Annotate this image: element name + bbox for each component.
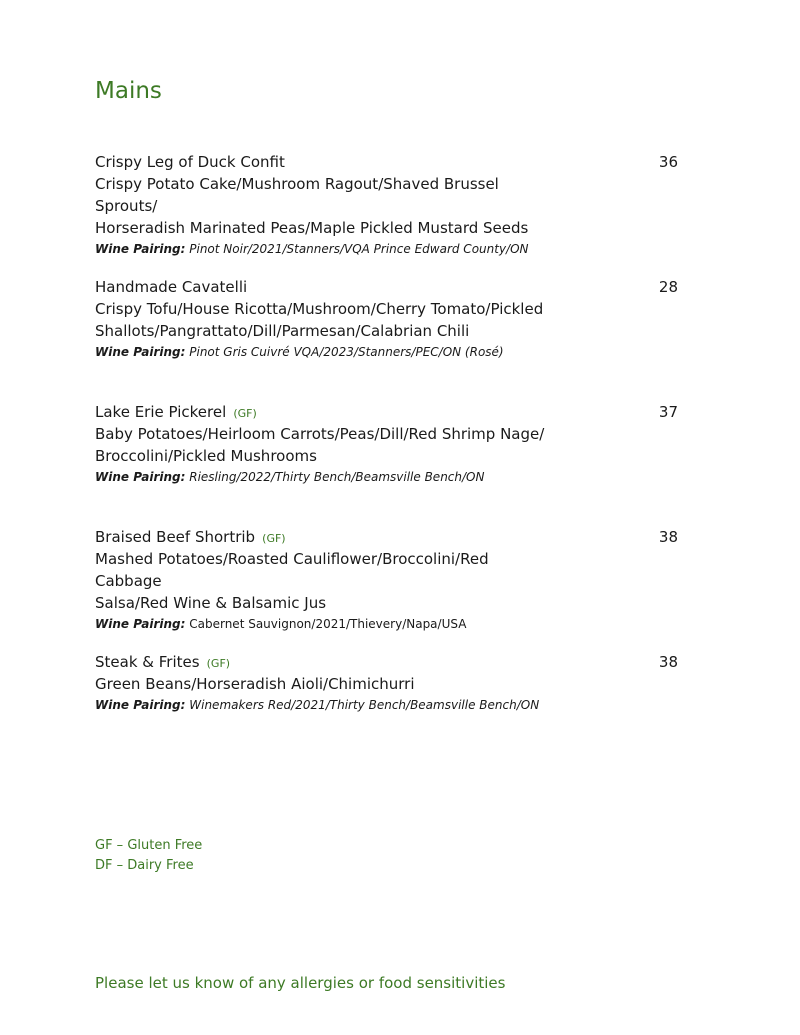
menu-item-beef-shortrib <box>95 526 685 633</box>
menu-item-price: 38 <box>658 528 678 546</box>
menu-item-description-line-1: Mashed Potatoes/Roasted Cauliflower/Broccolini/Red Cabbage <box>95 550 489 590</box>
menu-item-description-line-2: Broccolini/Pickled Mushrooms <box>95 447 317 465</box>
wine-pairing-label: Wine Pairing: <box>95 470 186 484</box>
menu-item-name: Braised Beef Shortrib <box>95 528 256 546</box>
gluten-free-tag: (GF) <box>262 532 286 545</box>
menu-item-price: 37 <box>658 403 678 421</box>
wine-pairing-text: Riesling/2022/Thirty Bench/Beamsville Bench/ON <box>189 470 485 484</box>
menu-item-name: Crispy Leg of Duck Confit <box>95 153 285 171</box>
menu-item-price: 28 <box>658 278 678 296</box>
menu-item-description-line-1: Baby Potatoes/Heirloom Carrots/Peas/Dill/Red Shrimp Nage/ <box>95 425 545 443</box>
wine-pairing-text: Winemakers Red/2021/Thirty Bench/Beamsville Bench/ON <box>189 698 540 712</box>
menu-item-duck-confit <box>95 151 685 258</box>
menu-item-cavatelli <box>95 276 685 361</box>
wine-pairing <box>95 615 685 633</box>
menu-item-name: Steak & Frites <box>95 653 200 671</box>
menu-item-price: 38 <box>658 653 678 671</box>
wine-pairing-label: Wine Pairing: <box>95 345 186 359</box>
allergy-notice: Please let us know of any allergies or food sensitivities <box>95 974 506 992</box>
menu-item-price: 36 <box>658 153 678 171</box>
menu-item-name: Lake Erie Pickerel <box>95 403 227 421</box>
menu-item-description-line-2: Horseradish Marinated Peas/Maple Pickled Mustard Seeds <box>95 219 529 237</box>
menu-item-header <box>95 276 685 298</box>
section-title: Mains <box>95 78 162 104</box>
menu-item-name: Handmade Cavatelli <box>95 278 248 296</box>
menu-item-steak-frites <box>95 651 685 714</box>
menu-item-description-line-1: Crispy Tofu/House Ricotta/Mushroom/Cherry Tomato/Pickled <box>95 300 544 318</box>
menu-item-header <box>95 401 685 423</box>
wine-pairing-text: Pinot Noir/2021/Stanners/VQA Prince Edward County/ON <box>189 242 529 256</box>
gluten-free-tag: (GF) <box>206 657 231 670</box>
menu-item-header <box>95 526 685 548</box>
legend-gluten-free: GF – Gluten Free <box>95 838 203 853</box>
gluten-free-tag: (GF) <box>233 407 257 420</box>
menu-item-description-line-2: Shallots/Pangrattato/Dill/Parmesan/Calabrian Chili <box>95 322 470 340</box>
menu-item-description-line-1: Crispy Potato Cake/Mushroom Ragout/Shaved Brussel Sprouts/ <box>95 175 499 215</box>
menu-item-header <box>95 151 685 173</box>
wine-pairing <box>95 343 685 361</box>
dietary-legend <box>95 836 202 876</box>
wine-pairing-text: Pinot Gris Cuivré VQA/2023/Stanners/PEC/ON (Rosé) <box>189 345 504 359</box>
menu-item-description-line-2: Salsa/Red Wine & Balsamic Jus <box>95 594 327 612</box>
wine-pairing <box>95 468 685 486</box>
menu-item-pickerel <box>95 401 685 486</box>
wine-pairing <box>95 696 685 714</box>
menu-item-description-line-1: Green Beans/Horseradish Aioli/Chimichurri <box>95 675 415 693</box>
wine-pairing-text: Cabernet Sauvignon/2021/Thievery/Napa/USA <box>189 617 467 631</box>
wine-pairing-label: Wine Pairing: <box>95 698 186 712</box>
menu-item-header <box>95 651 685 673</box>
wine-pairing <box>95 240 685 258</box>
legend-dairy-free: DF – Dairy Free <box>95 858 194 873</box>
wine-pairing-label: Wine Pairing: <box>95 617 186 631</box>
wine-pairing-label: Wine Pairing: <box>95 242 186 256</box>
